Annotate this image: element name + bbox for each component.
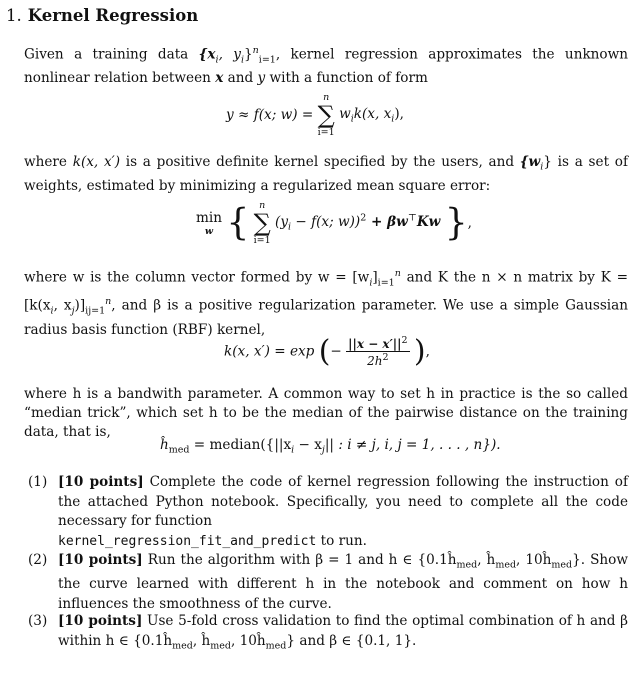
intro-y-var: y xyxy=(257,70,266,87)
item-2-sub1: med xyxy=(456,559,478,571)
eq4-j: j xyxy=(321,444,325,456)
where2-xj: j xyxy=(71,305,75,317)
question-item-1 xyxy=(28,473,628,551)
median-trick-paragraph xyxy=(24,385,628,442)
eq2-body-i: i xyxy=(288,222,292,234)
eq3-den: 2h xyxy=(367,354,383,368)
intro-text-b: , kernel regression approximates the unknown nonlinear relation between xyxy=(24,46,629,87)
eq2-transpose: ⊤ xyxy=(407,212,417,224)
item-2-mid2: , 10ĥ xyxy=(516,552,552,568)
where2-c: , x xyxy=(53,297,72,314)
eq4-tail: || : i ≠ j, i, j = 1, . . . , n}). xyxy=(324,437,501,453)
eq1-k-i: i xyxy=(391,113,395,125)
intro-sub-range: i=1 xyxy=(258,54,276,66)
item-2-after: }. Show the curve learned with different h in the notebook and comment on how h influences the smoothness of the curve. xyxy=(58,552,628,612)
where2-wsub: i=1 xyxy=(377,277,395,289)
right-brace: } xyxy=(444,202,468,244)
where1-w: {w xyxy=(519,154,541,170)
eq3-num-sup: 2 xyxy=(401,335,408,346)
item-2-text: Run the algorithm with β = 1 and h ∈ {0.1ĥ xyxy=(142,552,457,568)
sum-symbol-2: ∑ xyxy=(253,209,271,237)
where2-xi: i xyxy=(50,305,54,317)
item-3-sub3: med xyxy=(265,640,287,652)
item-3-text: Use 5-fold cross validation to find the optimal combination of h and β within h ∈ {0.1ĥ xyxy=(58,613,628,649)
eq4-rhs: = median({||x xyxy=(189,437,292,453)
eq3-lhs: k(x, x′) = exp xyxy=(224,343,315,360)
left-paren: ( xyxy=(318,334,331,369)
item-3-sub1: med xyxy=(172,640,193,652)
where2-d: )] xyxy=(74,297,86,314)
where1-a: where xyxy=(24,154,73,170)
eq4-i: i xyxy=(291,444,295,456)
function-name-code: kernel_regression_fit_and_predict xyxy=(58,533,317,549)
equation-objective xyxy=(196,200,472,246)
item-1-text: Complete the code of kernel regression following the instruction of the attached Python notebook. Specifically, you need to complete all the code necessary for function xyxy=(58,474,628,529)
eq2-kw: Kw xyxy=(416,214,441,231)
intro-y: , y xyxy=(218,46,241,63)
intro-brace: } xyxy=(244,46,253,63)
intro-paragraph xyxy=(24,41,628,88)
where2-wi: i xyxy=(369,277,373,289)
item-1-points: [10 points] xyxy=(58,474,144,490)
equation-rbf-kernel: k(x, x′) = exp (− $\frac{||x - x'||^2}{2h^2}$ ), xyxy=(224,334,430,369)
where1-w-close: } xyxy=(543,154,552,170)
eq3-den-sup: 2 xyxy=(382,352,389,363)
where-matrix-paragraph: where w is the column vector formed by $w = [w_i]_{i=1}^n$ and K the n × n matrix by $K = [k(x_i$, $x_j)]_{ij=1}^n$, and β is a positive regularization parameter. We use a simple Gaussian radius basis function (RBF) kernel, xyxy=(24,268,629,338)
eq1-w: w xyxy=(339,105,351,122)
intro-text-a: Given a training data xyxy=(24,46,199,63)
eq4-h: ĥ xyxy=(160,437,169,453)
eq2-min-label: min xyxy=(196,209,222,226)
eq2-sum-bot: i=1 xyxy=(253,235,271,246)
item-3-label: (3) xyxy=(28,613,48,629)
sum-symbol: ∑ xyxy=(317,101,335,129)
item-2-points: [10 points] xyxy=(58,552,143,568)
where3-text: where h is a bandwith parameter. A common way to set h in practice is the so called “median trick”, which set h to be the median of the pairwise distance on the training data, that is, xyxy=(24,386,628,440)
item-2-label: (2) xyxy=(28,552,48,568)
equation-model xyxy=(226,92,404,138)
eq1-sum-bot: i=1 xyxy=(317,127,335,138)
eq1-sum xyxy=(318,92,335,138)
where2-subij: ij=1 xyxy=(85,305,106,317)
section-heading xyxy=(6,6,198,25)
item-1-after: to run. xyxy=(316,532,367,549)
eq2-sum xyxy=(254,200,271,246)
eq2-min-sub: w xyxy=(204,225,214,237)
intro-sub-i: i xyxy=(215,54,219,66)
intro-sup-n: n xyxy=(252,45,259,56)
intro-and: and xyxy=(223,70,258,87)
where1-c: is a set of weights, estimated by minimizing a regularized mean square error: xyxy=(24,154,628,194)
eq3-fraction xyxy=(346,335,409,368)
item-2-sub3: med xyxy=(551,559,573,571)
equation-median xyxy=(160,437,501,456)
eq2-sum-top: n xyxy=(259,200,266,211)
eq1-lhs: y ≈ f(x; w) = xyxy=(226,107,318,123)
item-3-mid2: , 10ĥ xyxy=(230,632,266,649)
where1-b: is a positive definite kernel specified by the users, and xyxy=(120,154,520,170)
item-3-sub2: med xyxy=(210,640,231,652)
intro-tail: with a function of form xyxy=(265,70,428,87)
eq2-tail: , xyxy=(467,215,472,231)
eq4-med: med xyxy=(168,444,190,456)
question-item-2 xyxy=(28,551,628,614)
item-2-mid1: , ĥ xyxy=(477,552,496,568)
where2-a: where w is the column vector formed by w = [w xyxy=(24,269,370,286)
item-2-sub2: med xyxy=(495,559,517,571)
where2-e: , and β is a positive regularization parameter. We use a simple Gaussian radius basis function (RBF) kernel, xyxy=(24,297,629,338)
eq1-k: k(x, x xyxy=(353,105,392,122)
item-3-points: [10 points] xyxy=(58,613,143,629)
section-number: 1. xyxy=(6,6,22,25)
eq2-plus: + βw xyxy=(366,214,408,231)
eq2-body2: − f(x; w)) xyxy=(291,214,361,231)
section-title: Kernel Regression xyxy=(27,6,199,25)
eq2-body: (y xyxy=(275,214,289,231)
where1-w-i: i xyxy=(540,161,544,173)
right-paren: ) xyxy=(413,334,426,369)
intro-sub-i2: i xyxy=(240,54,244,66)
eq3-tail: , xyxy=(425,343,430,360)
item-3-mid1: , ĥ xyxy=(192,632,211,649)
eq1-sum-top: n xyxy=(323,92,330,103)
intro-set: {x xyxy=(198,46,216,63)
item-3-after: } and β ∈ {0.1, 1}. xyxy=(286,632,417,649)
eq4-mid: − x xyxy=(294,437,322,453)
where2-supn: n xyxy=(105,296,112,308)
intro-x: x xyxy=(215,70,224,87)
where2-wsup: n xyxy=(394,268,401,279)
eq2-sq: 2 xyxy=(360,212,367,224)
left-brace: { xyxy=(226,202,250,244)
question-item-3 xyxy=(28,612,628,656)
eq3-num: ||x − x′|| xyxy=(348,337,402,351)
where2-b: and K the n × n matrix by K = [k(x xyxy=(24,269,628,314)
item-1-label: (1) xyxy=(28,474,48,490)
eq1-w-i: i xyxy=(350,113,354,125)
where1-k: k(x, x′) xyxy=(72,154,121,170)
where-kernel-paragraph xyxy=(24,153,628,196)
eq1-tail: ), xyxy=(394,105,404,122)
eq2-min xyxy=(196,210,222,237)
